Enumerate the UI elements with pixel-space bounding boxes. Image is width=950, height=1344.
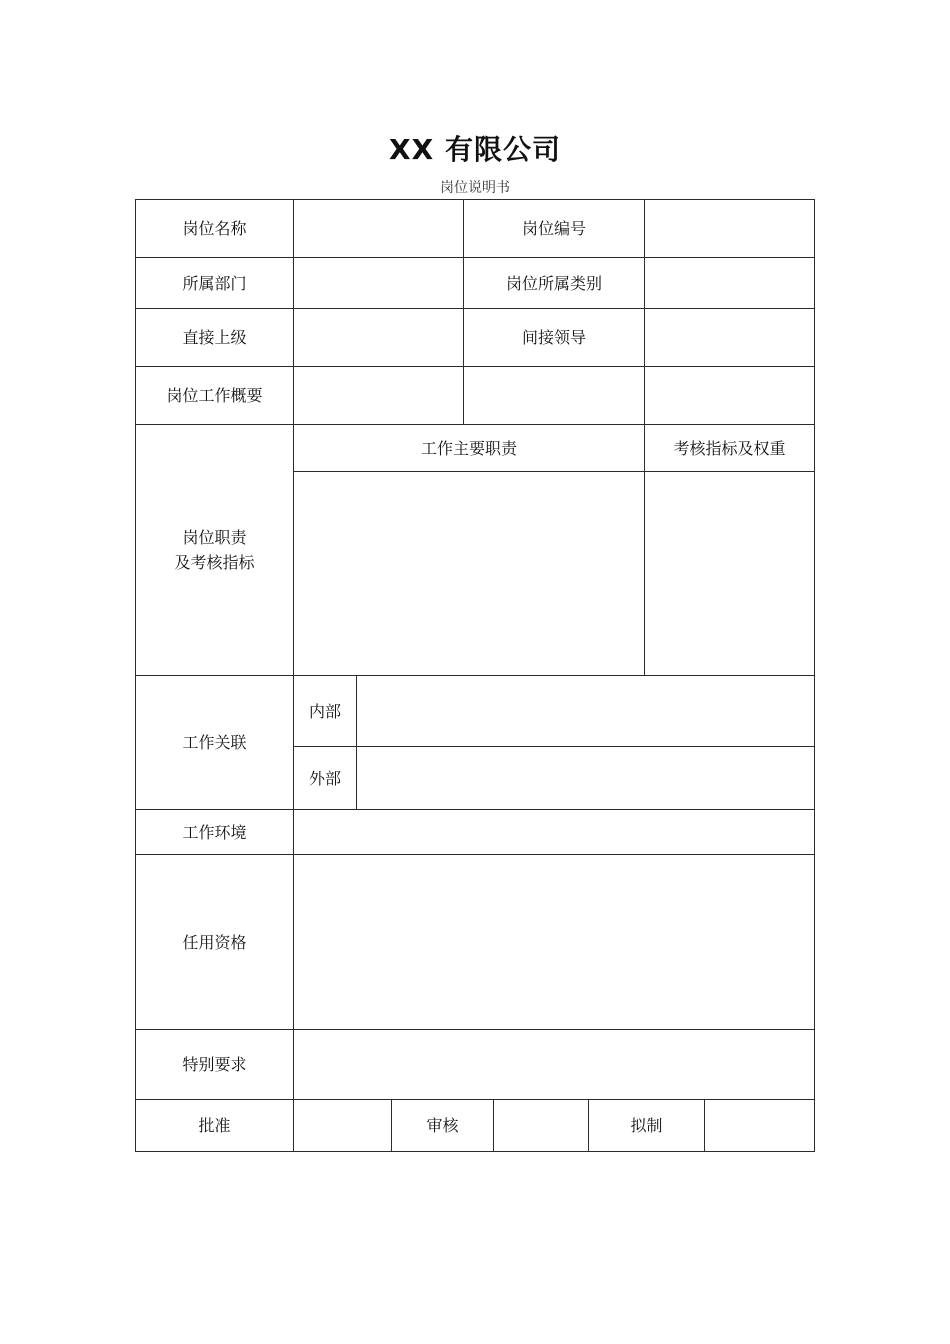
main-duties-field[interactable] (294, 472, 644, 675)
job-summary-label: 岗位工作概要 (166, 386, 263, 405)
department-field[interactable] (294, 258, 463, 308)
job-summary-field[interactable] (294, 367, 463, 424)
special-requirements-label: 特别要求 (182, 1055, 247, 1074)
indirect-leader-label: 间接领导 (521, 328, 586, 347)
special-requirements-field[interactable] (294, 1030, 814, 1099)
review-field[interactable] (494, 1100, 588, 1151)
document-title: XX 有限公司 (389, 133, 561, 166)
qualifications-field[interactable] (294, 855, 814, 1029)
main-duties-header: 工作主要职责 (420, 438, 517, 458)
indirect-leader-field[interactable] (645, 309, 814, 366)
form-border-bottom (135, 1151, 815, 1152)
draft-label: 拟制 (630, 1116, 663, 1135)
approve-field[interactable] (294, 1100, 391, 1151)
external-relations-field[interactable] (357, 747, 814, 809)
kpi-weight-field[interactable] (645, 472, 814, 675)
qualifications-label: 任用资格 (182, 932, 247, 952)
position-category-field[interactable] (645, 258, 814, 308)
review-label: 审核 (426, 1116, 459, 1135)
job-summary-field-2[interactable] (464, 367, 644, 424)
direct-superior-label: 直接上级 (182, 328, 247, 347)
position-category-label: 岗位所属类别 (505, 273, 602, 293)
direct-superior-field[interactable] (294, 309, 463, 366)
job-summary-field-3[interactable] (645, 367, 814, 424)
approve-label: 批准 (198, 1116, 231, 1135)
position-code-label: 岗位编号 (521, 219, 586, 238)
position-code-field[interactable] (645, 200, 814, 257)
internal-label: 内部 (308, 701, 341, 721)
job-description-form (135, 199, 815, 1152)
internal-relations-field[interactable] (357, 676, 814, 746)
document-subtitle: 岗位说明书 (440, 180, 510, 196)
kpi-weight-header: 考核指标及权重 (673, 438, 786, 458)
work-environment-label: 工作环境 (182, 822, 247, 842)
work-environment-field[interactable] (294, 810, 814, 854)
position-name-field[interactable] (294, 200, 463, 257)
draft-field[interactable] (705, 1100, 814, 1151)
work-relations-label: 工作关联 (182, 733, 247, 752)
department-label: 所属部门 (182, 273, 247, 293)
duties-kpi-label: 岗位职责 及考核指标 (174, 528, 255, 572)
external-label: 外部 (308, 768, 341, 788)
position-name-label: 岗位名称 (182, 219, 247, 238)
